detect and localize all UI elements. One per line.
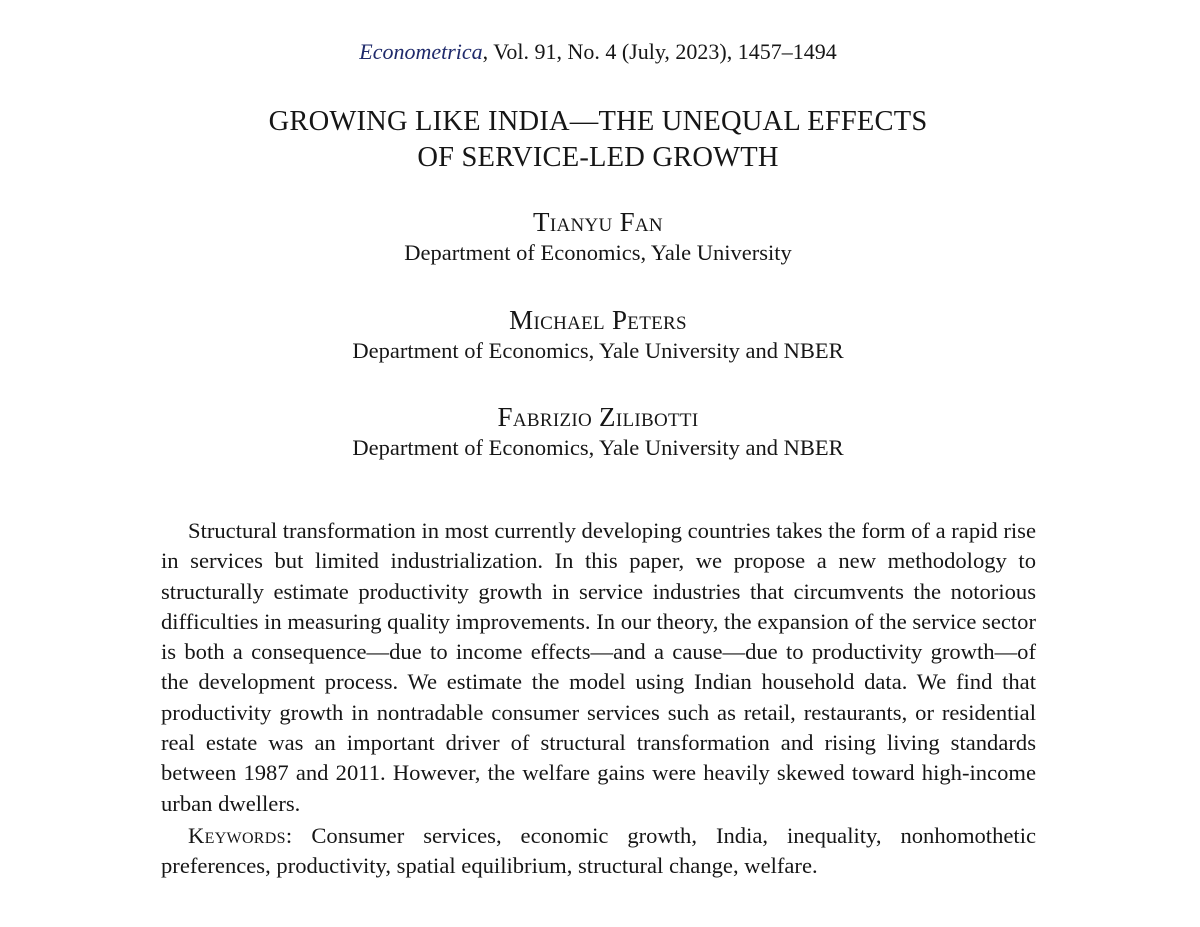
- abstract-text: Structural transformation in most currently developing countries takes the form of a rapid rise in services but limited industrialization. In this paper, we propose a new methodology to structurally estimate productivity growth in service industries that circumvents the notorious difficulties in measuring quality improvements. In our theory, the expansion of the service sector is both a consequence—due to income effects—and a cause—due to productivity growth—of the development process. We estimate the model using Indian household data. We find that productivity growth in nontradable consumer services such as retail, restaurants, or residential real estate was an important driver of structural transformation and rising living standards between 1987 and 2011. However, the welfare gains were heavily skewed toward high-income urban dwellers.: [161, 518, 1036, 816]
- journal-name[interactable]: Econometrica: [359, 39, 483, 64]
- author-block: [0, 205, 1196, 267]
- author-block: [0, 400, 1196, 462]
- paper-title: [0, 104, 1196, 176]
- journal-citation: [0, 38, 1196, 66]
- keywords: [161, 821, 1036, 882]
- author-affiliation: Department of Economics, Yale University and NBER: [352, 338, 844, 363]
- author-name: Tianyu Fan: [533, 207, 663, 237]
- author-block: [0, 303, 1196, 365]
- author-name: Michael Peters: [509, 305, 687, 335]
- author-affiliation: Department of Economics, Yale University and NBER: [352, 435, 844, 460]
- paper-title-line-1: GROWING LIKE INDIA—THE UNEQUAL EFFECTS: [268, 106, 928, 137]
- author-affiliation: Department of Economics, Yale University: [404, 240, 792, 265]
- keywords-list: Consumer services, economic growth, India, inequality, nonhomothetic preferences, productivity, spatial equilibrium, structural change, welfare.: [161, 823, 1036, 879]
- author-name: Fabrizio Zilibotti: [497, 402, 699, 432]
- paper-title-line-2: OF SERVICE-LED GROWTH: [417, 142, 779, 173]
- citation-details: , Vol. 91, No. 4 (July, 2023), 1457–1494: [482, 39, 837, 64]
- keywords-label: Keywords:: [188, 823, 293, 848]
